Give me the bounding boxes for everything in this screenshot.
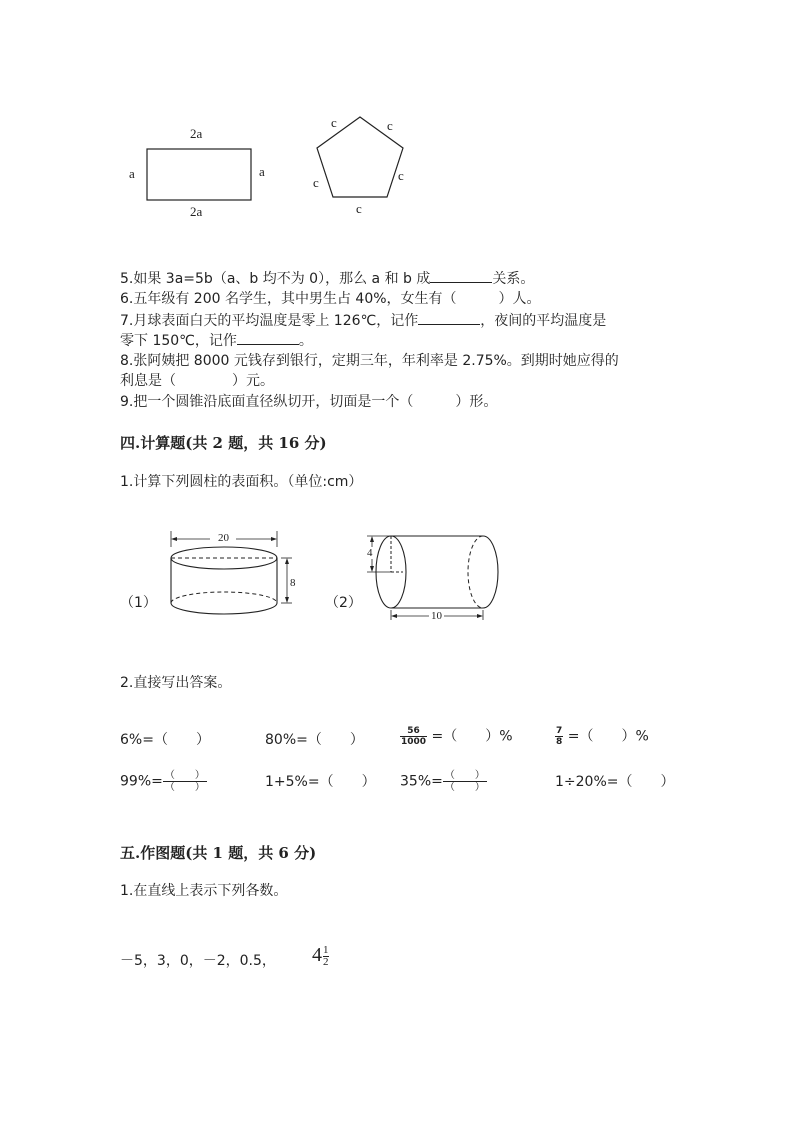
question-5-suffix: 关系。: [492, 271, 535, 287]
answer-56-over-1000-rest: =（ ）%: [431, 728, 513, 745]
question-7-line2-prefix: 零下 150℃，记作: [120, 333, 237, 349]
answer-99-percent-prefix: 99%=: [120, 773, 163, 790]
cylinder-1-label: （1）: [120, 595, 157, 611]
section-4-heading: 四.计算题(共 2 题，共 16 分): [120, 434, 327, 452]
section-5-heading: 五.作图题(共 1 题，共 6 分): [120, 844, 317, 862]
mixed-number-whole: 4: [312, 944, 322, 966]
cylinder-2-figure: [325, 528, 515, 628]
numbers-list: －5，3，0，－2，0.5，: [120, 953, 276, 969]
answer-1-div-20-percent: 1÷20%=（ ）: [555, 774, 675, 790]
answer-56-over-1000: [400, 726, 513, 747]
blank-fraction[interactable]: [163, 770, 207, 793]
rect-bottom-label: 2a: [190, 204, 203, 219]
cylinder-1-diameter: 20: [218, 532, 229, 544]
pentagon-label-right: c: [398, 168, 404, 183]
fraction-denominator: 1000: [401, 737, 427, 747]
cylinder-1-height: 8: [290, 577, 296, 589]
fraction-numerator: 7: [556, 726, 563, 736]
fraction-denominator: （ ）: [164, 782, 205, 793]
answer-99-percent: [120, 770, 207, 793]
pentagon-label-bottom: c: [356, 201, 362, 216]
rect-right-label: a: [259, 164, 265, 179]
fraction-7-8: [555, 726, 563, 747]
fraction-denominator: 8: [556, 737, 563, 747]
answer-blank[interactable]: [237, 330, 299, 345]
section-4-question-1: 1.计算下列圆柱的表面积。（单位:cm）: [120, 474, 363, 490]
pentagon-label-left: c: [313, 175, 319, 190]
fraction-numerator: 56: [400, 726, 427, 737]
question-6: 6.五年级有 200 名学生，其中男生占 40%，女生有（ ）人。: [120, 291, 541, 307]
fraction-56-1000: [400, 726, 427, 747]
fraction-numerator: （ ）: [444, 770, 485, 781]
question-7-line2: [120, 330, 313, 351]
question-7-prefix: 7.月球表面白天的平均温度是零上 126℃，记作: [120, 313, 419, 329]
cylinder-2-radius: 4: [367, 547, 373, 559]
pentagon-label-top-right: c: [387, 118, 393, 133]
question-7-line2-suffix: 。: [298, 333, 313, 349]
answer-7-over-8: [555, 726, 649, 747]
question-7: [120, 310, 606, 331]
fraction-numerator: 1: [323, 943, 329, 956]
fraction-denominator: （ ）: [444, 782, 485, 793]
cylinder-2-label: （2）: [325, 595, 362, 611]
section-4-question-2: 2.直接写出答案。: [120, 675, 232, 691]
question-8-line2: 利息是（ ）元。: [120, 373, 274, 389]
blank-fraction[interactable]: [443, 770, 487, 793]
answer-7-over-8-rest: =（ ）%: [567, 728, 649, 745]
rectangle-figure: [120, 120, 280, 220]
pentagon-figure: [300, 105, 420, 225]
cylinder-1-figure: [120, 525, 310, 625]
question-5-prefix: 5.如果 3a=5b（a、b 均不为 0），那么 a 和 b 成: [120, 271, 431, 287]
answer-80-percent: 80%=（ ）: [265, 732, 364, 748]
question-7-suffix: ，夜间的平均温度是: [480, 313, 607, 329]
answer-blank[interactable]: [418, 310, 480, 325]
answer-1-plus-5-percent: 1+5%=（ ）: [265, 774, 376, 790]
section-5-question-1: 1.在直线上表示下列各数。: [120, 883, 288, 899]
answer-blank[interactable]: [430, 268, 492, 283]
rect-left-label: a: [129, 166, 135, 181]
mixed-number: [312, 944, 329, 968]
fraction-denominator: 2: [323, 955, 329, 968]
question-5: [120, 268, 534, 289]
fraction-numerator: （ ）: [164, 770, 205, 781]
mixed-number-fraction: [323, 945, 329, 968]
pentagon-label-top-left: c: [331, 115, 337, 130]
cylinder-2-length: 10: [431, 610, 442, 622]
answer-6-percent: 6%=（ ）: [120, 732, 210, 748]
answer-35-percent: [400, 770, 487, 793]
rect-top-label: 2a: [190, 126, 203, 141]
question-8: 8.张阿姨把 8000 元钱存到银行，定期三年，年利率是 2.75%。到期时她应得的: [120, 353, 619, 369]
answer-35-percent-prefix: 35%=: [400, 773, 443, 790]
question-9: 9.把一个圆锥沿底面直径纵切开，切面是一个（ ）形。: [120, 394, 498, 410]
